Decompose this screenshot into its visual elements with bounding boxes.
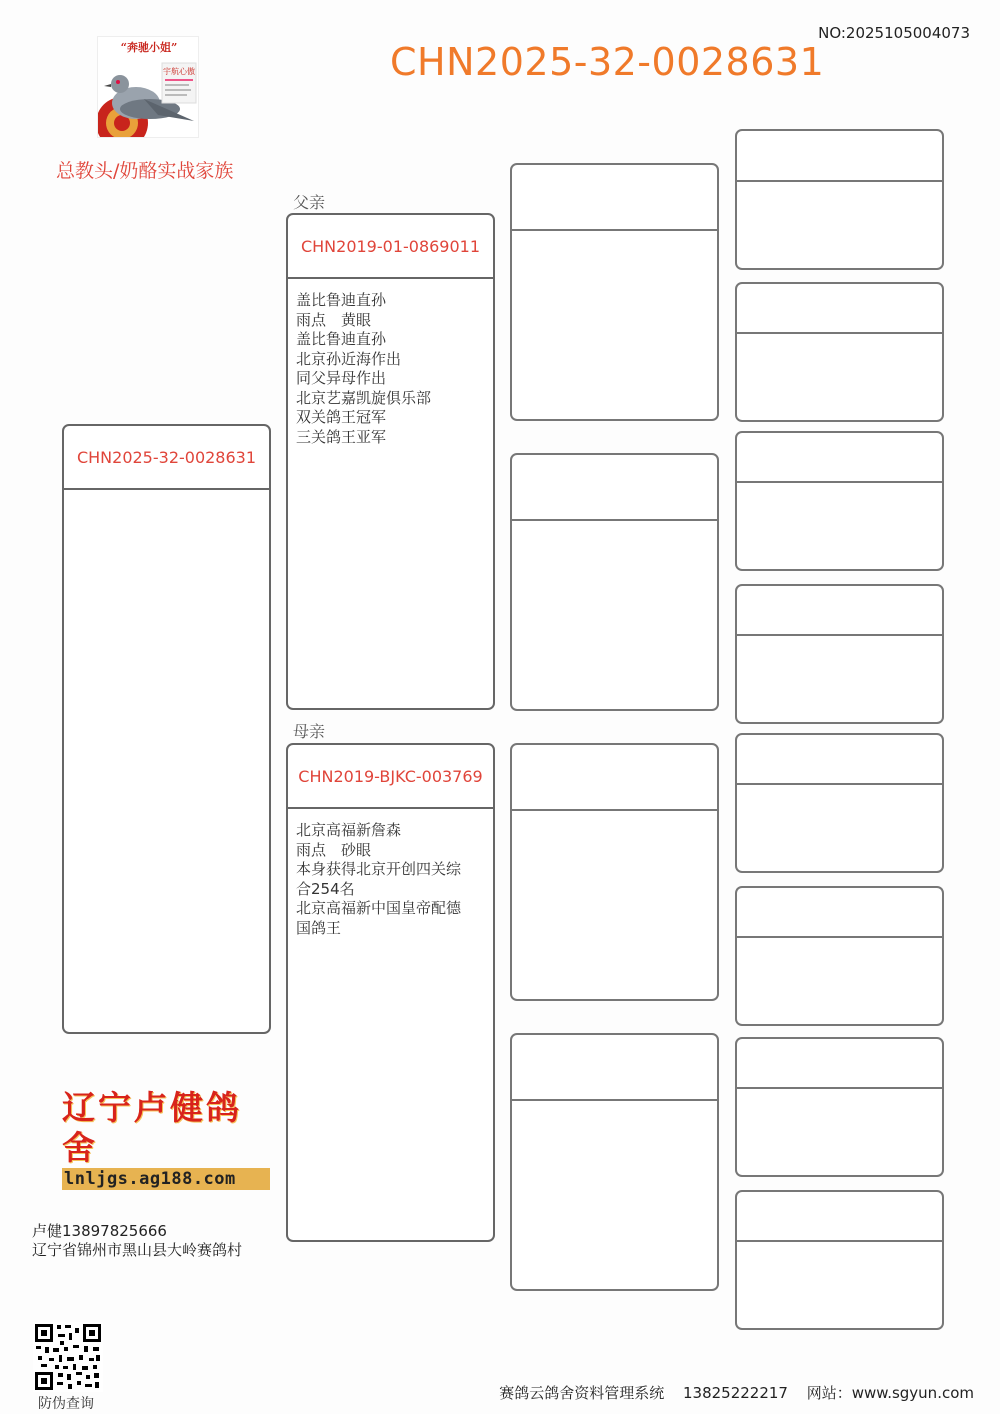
grandparent-slot [510, 453, 719, 711]
great-grandparent-slot [735, 1037, 944, 1177]
mother-note: 北京高福新詹森 [296, 821, 402, 839]
father-note: 北京艺嘉凯旋俱乐部 [296, 388, 432, 407]
contact-info [32, 1222, 242, 1260]
footer-phone: 13825222217 [682, 1384, 788, 1402]
grandparent-slot [510, 163, 719, 421]
footer-website[interactable]: www.sgyun.com [851, 1384, 974, 1402]
footer-system: 赛鸽云鸽舍资料管理系统 [499, 1384, 665, 1402]
main-ring-number: CHN2025-32-0028631 [390, 40, 825, 84]
great-grandparent-slot [735, 733, 944, 873]
mother-note: 北京高福新中国皇帝配德 [296, 899, 462, 917]
subject-notes [64, 490, 269, 514]
mother-note: 本身获得北京开创四关综 [296, 860, 462, 878]
mother-label: 母亲 [293, 722, 326, 741]
great-grandparent-slot [735, 129, 944, 270]
father-note: 双关鸽王冠军 [296, 408, 387, 426]
footer [485, 1382, 974, 1403]
loft-url: lnljgs.ag188.com [62, 1168, 270, 1190]
logo-title-text: “奔驰小姐” [120, 41, 178, 54]
father-note: 盖比鲁迪直孙 [296, 330, 387, 348]
mother-notes [288, 809, 493, 950]
contact-address: 辽宁省锦州市黑山县大岭赛鸽村 [32, 1241, 243, 1259]
mother-note: 国鸽王 [296, 918, 342, 937]
great-grandparent-slot [735, 1190, 944, 1330]
great-grandparent-slot [735, 584, 944, 724]
great-grandparent-slot [735, 431, 944, 571]
mother-note: 合254名 [296, 879, 355, 898]
mother-card [286, 743, 495, 1242]
loft-logo [62, 1088, 270, 1189]
great-grandparent-slot [735, 282, 944, 422]
great-grandparent-slot [735, 886, 944, 1026]
father-notes [288, 279, 493, 459]
grandparent-slot [510, 1033, 719, 1291]
father-note: 同父异母作出 [296, 369, 387, 387]
loft-name: 辽宁卢健鸽舍 [62, 1088, 242, 1167]
father-label: 父亲 [293, 193, 326, 212]
pigeon-photo-icon [98, 37, 199, 138]
qr-code[interactable] [33, 1322, 103, 1392]
qr-code-icon [33, 1322, 103, 1392]
footer-website-label: 网站： [806, 1384, 852, 1402]
subject-ring: CHN2025-32-0028631 [64, 426, 269, 490]
subject-card [62, 424, 271, 1034]
father-note: 三关鸽王亚军 [296, 427, 387, 446]
document-number: NO:2025105004073 [818, 24, 970, 42]
family-slogan: 总教头/奶酪实战家族 [56, 160, 234, 182]
contact-name-phone: 卢健13897825666 [32, 1222, 167, 1240]
father-ring: CHN2019-01-0869011 [288, 215, 493, 279]
mother-note: 雨点 砂眼 [296, 840, 372, 859]
father-note: 雨点 黄眼 [296, 310, 372, 329]
logo-inner-text: 宇航心傲 [163, 67, 195, 76]
qr-label: 防伪查询 [38, 1396, 94, 1412]
mother-ring: CHN2019-BJKC-003769 [288, 745, 493, 809]
father-card [286, 213, 495, 710]
grandparent-slot [510, 743, 719, 1001]
loft-photo-logo [97, 36, 199, 138]
father-note: 北京孙近海作出 [296, 349, 402, 368]
father-note: 盖比鲁迪直孙 [296, 291, 387, 309]
